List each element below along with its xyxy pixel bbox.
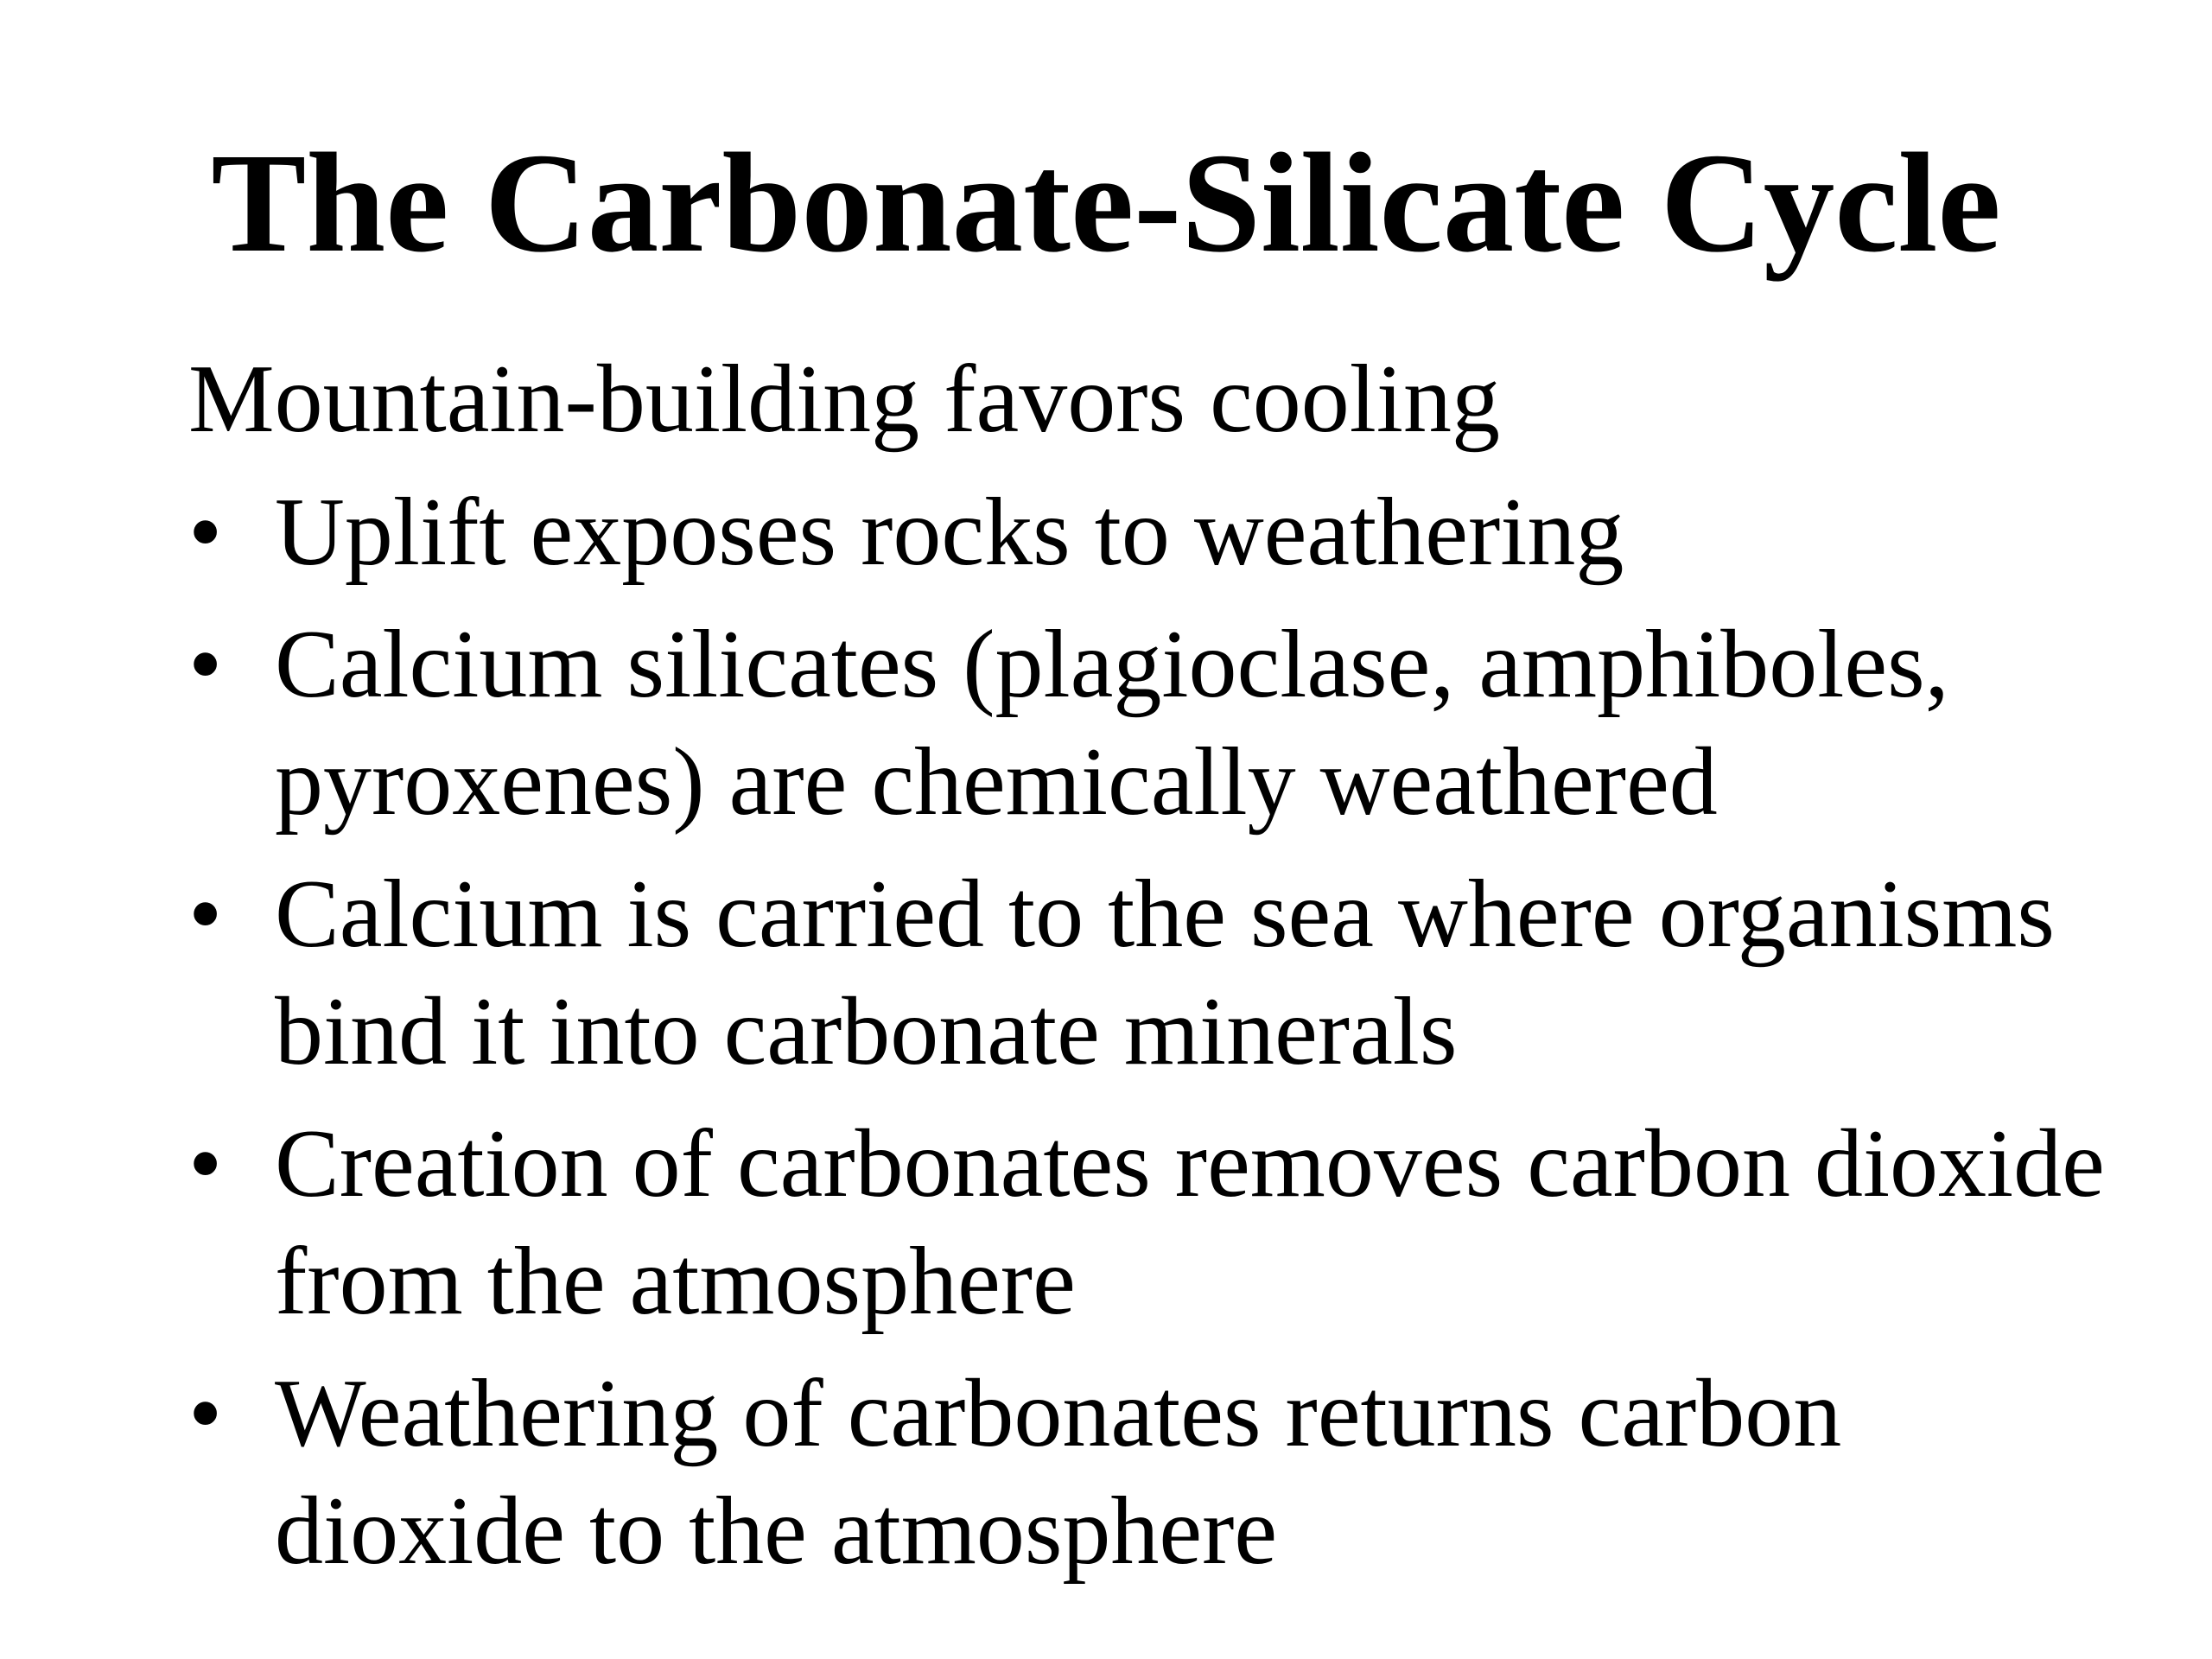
bullet-text: Calcium is carried to the sea where organisms bind it into carbonate minerals <box>275 861 2055 1085</box>
bullet-icon: • <box>188 479 223 586</box>
bullet-item <box>188 474 2133 591</box>
bullet-text: Weathering of carbonates returns carbon dioxide to the atmosphere <box>275 1360 1842 1585</box>
bullet-item <box>188 606 2133 841</box>
bullet-text: Creation of carbonates removes carbon dioxide from the atmosphere <box>275 1110 2105 1335</box>
lead-text: Mountain-building favors cooling <box>188 346 1501 453</box>
slide-title: The Carbonate-Silicate Cycle <box>211 124 2001 282</box>
bullet-text: Calcium silicates (plagioclase, amphiboles, pyroxenes) are chemically weathered <box>275 611 1949 836</box>
bullet-item <box>188 855 2133 1090</box>
bullet-list <box>188 474 2133 1590</box>
bullet-item <box>188 1105 2133 1340</box>
bullet-icon: • <box>188 1110 223 1217</box>
bullet-item <box>188 1355 2133 1590</box>
bullet-text: Uplift exposes rocks to weathering <box>275 479 1624 586</box>
bullet-icon: • <box>188 1360 223 1467</box>
bullet-icon: • <box>188 861 223 968</box>
bullet-icon: • <box>188 611 223 718</box>
slide-body <box>188 341 2133 1605</box>
